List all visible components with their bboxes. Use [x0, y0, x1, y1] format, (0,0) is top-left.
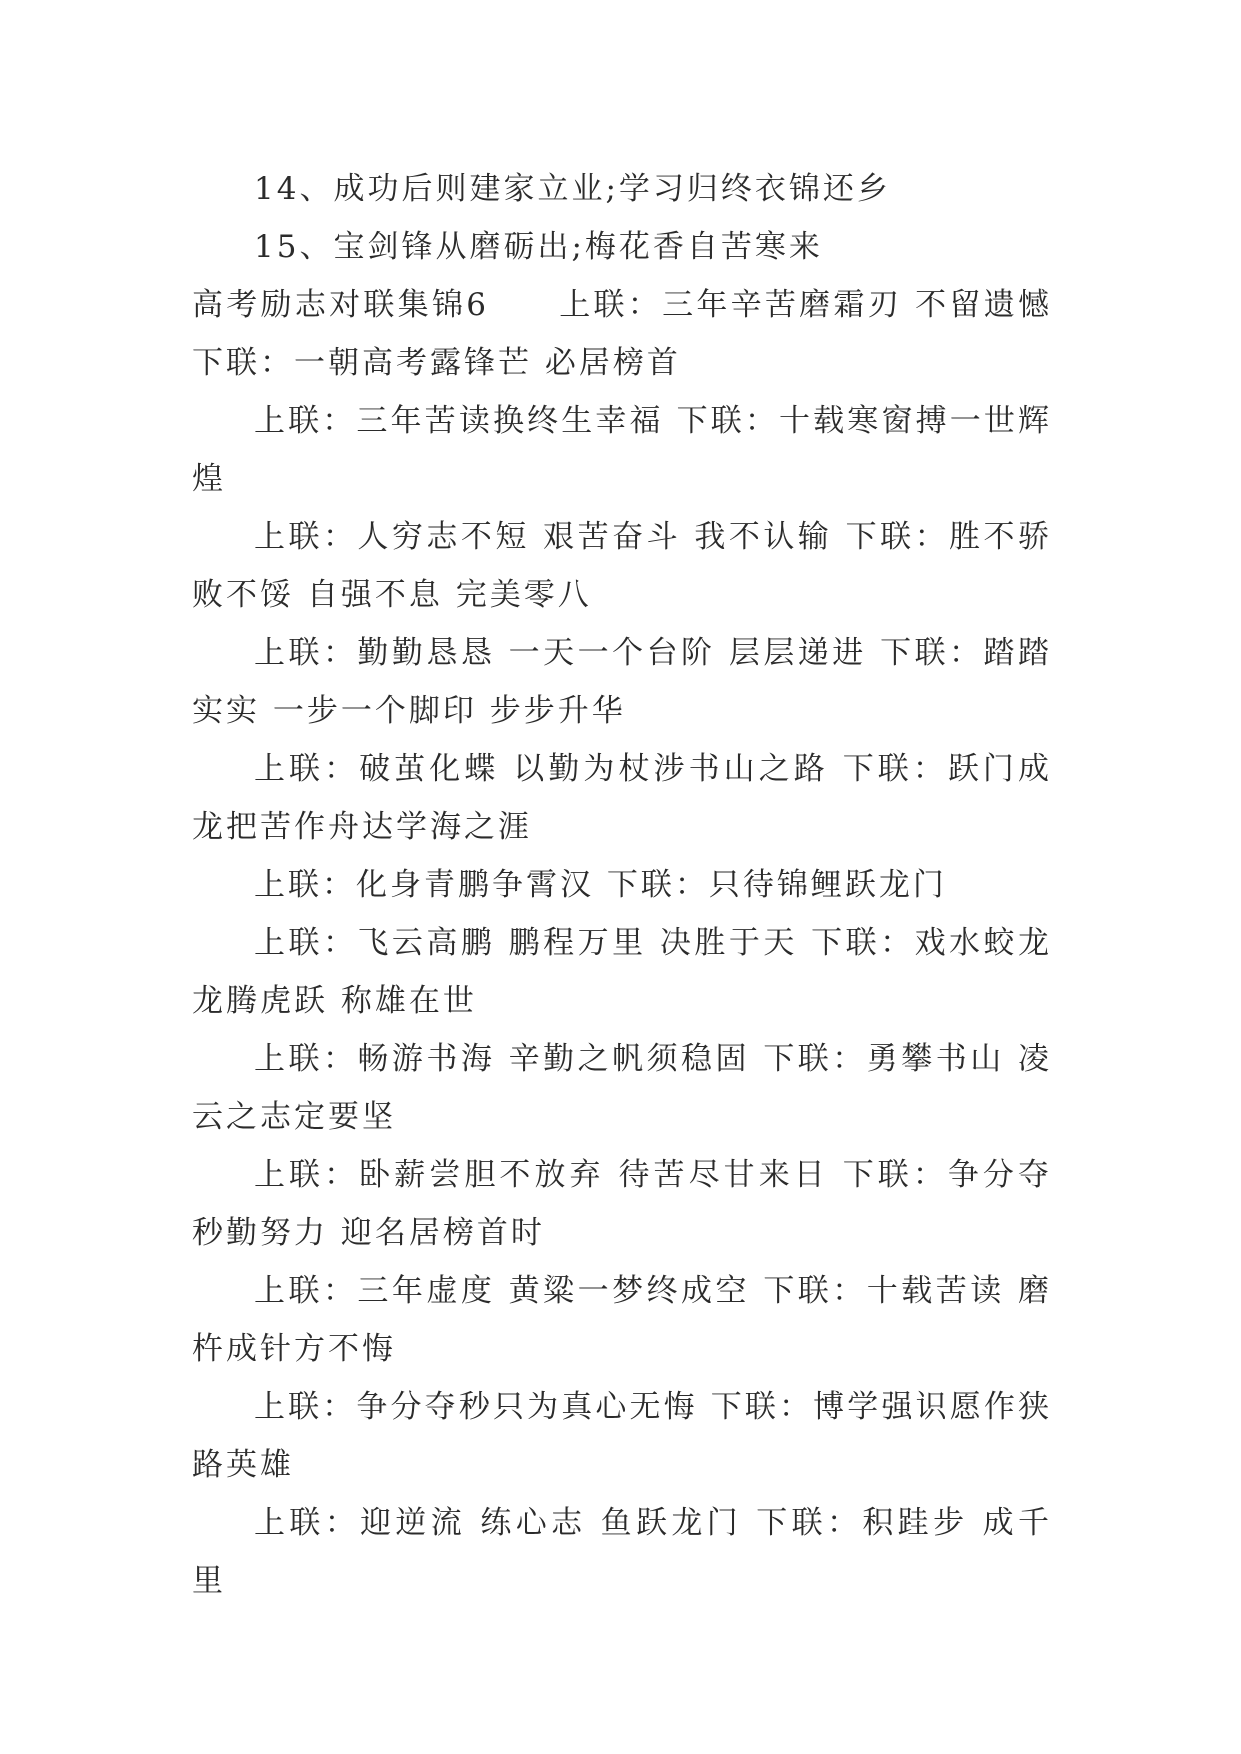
couplet-paragraph: 上联：三年苦读换终生幸福 下联：十载寒窗搏一世辉煌 [192, 403, 1052, 497]
couplet-paragraph: 上联：人穷志不短 艰苦奋斗 我不认输 下联：胜不骄败不馁 自强不息 完美零八 [192, 519, 1052, 613]
couplet-paragraph: 上联：迎逆流 练心志 鱼跃龙门 下联：积跬步 成千里 [192, 1505, 1052, 1599]
couplet-text: 上联：三年辛苦磨霜刃 不留遗憾 下联：一朝高考露锋芒 必居榜首 [192, 287, 1052, 381]
couplet-paragraph: 上联：化身青鹏争霄汉 下联：只待锦鲤跃龙门 [254, 867, 947, 903]
couplet-paragraph: 上联：争分夺秒只为真心无悔 下联：博学强识愿作狭路英雄 [192, 1389, 1052, 1483]
section-paragraph [192, 276, 1052, 392]
couplet-paragraph: 上联：畅游书海 辛勤之帆须稳固 下联：勇攀书山 凌云之志定要坚 [192, 1041, 1052, 1135]
couplet-paragraph: 上联：卧薪尝胆不放弃 待苦尽甘来日 下联：争分夺秒勤努力 迎名居榜首时 [192, 1157, 1052, 1251]
section-heading: 高考励志对联集锦6 [192, 287, 489, 323]
document-body [192, 160, 1052, 1610]
couplet-paragraph: 上联：三年虚度 黄粱一梦终成空 下联：十载苦读 磨杵成针方不悔 [192, 1273, 1052, 1367]
couplet-paragraph: 上联：破茧化蝶 以勤为杖涉书山之路 下联：跃门成龙把苦作舟达学海之涯 [192, 751, 1052, 845]
list-item-14: 14、成功后则建家立业;学习归终衣锦还乡 [254, 171, 891, 207]
couplet-paragraph: 上联：勤勤恳恳 一天一个台阶 层层递进 下联：踏踏实实 一步一个脚印 步步升华 [192, 635, 1052, 729]
list-item-15: 15、宝剑锋从磨砺出;梅花香自苦寒来 [254, 229, 823, 265]
couplet-paragraph: 上联：飞云高鹏 鹏程万里 决胜于天 下联：戏水蛟龙龙腾虎跃 称雄在世 [192, 925, 1052, 1019]
